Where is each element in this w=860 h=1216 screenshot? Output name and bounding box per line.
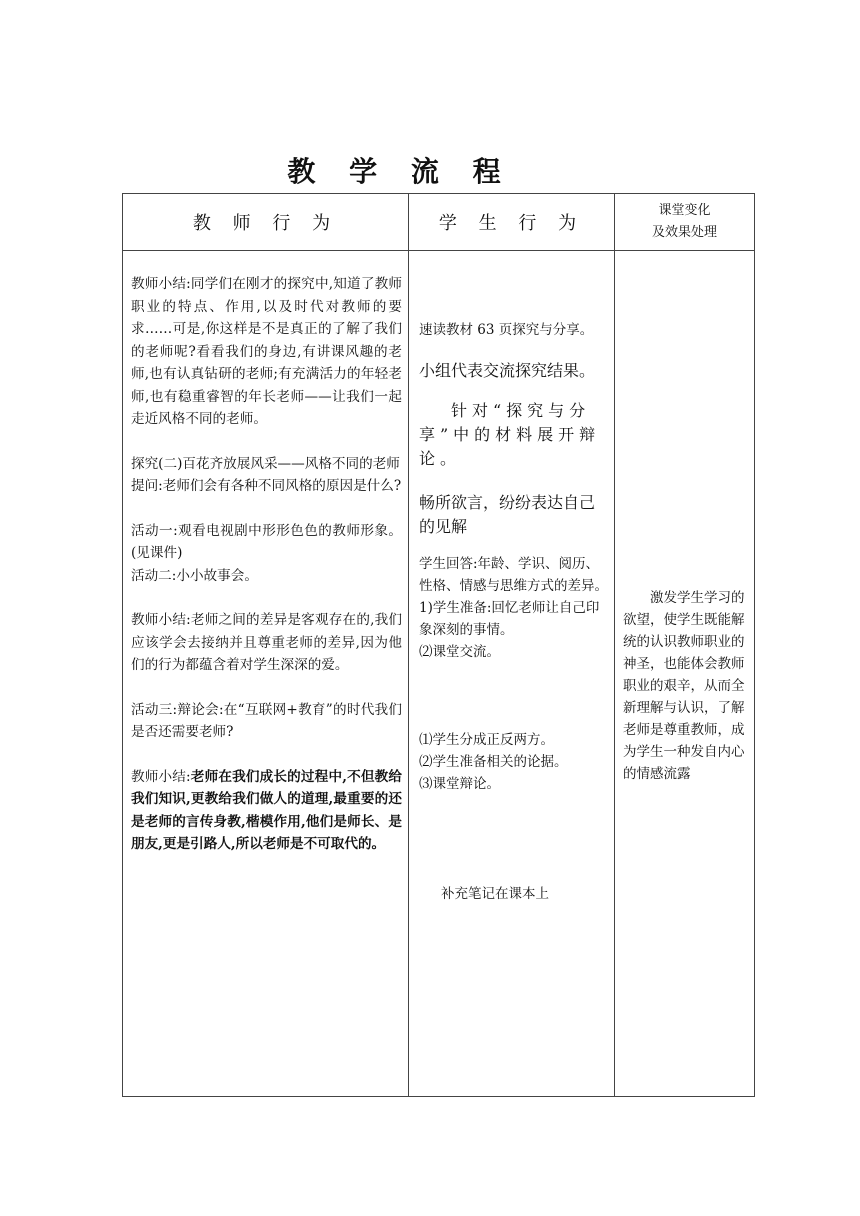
teacher-summary-3 [131,766,402,856]
header-teacher-actions: 教 师 行 为 [123,194,409,251]
table-header-row [123,194,755,251]
student-class-debate: ⑶课堂辩论。 [419,776,500,792]
teaching-flow-table [122,193,755,1097]
student-answer: 学生回答:年龄、学识、阅历、性格、情感与思维方式的差异。 [419,556,608,594]
student-read-textbook: 速读教材 63 页探究与分享。 [419,322,594,338]
activity-2: 活动二:小小故事会。 [131,567,258,584]
student-group-report: 小组代表交流探究结果。 [419,361,596,380]
header-effect-line2: 及效果处理 [651,225,717,240]
student-split-sides: ⑴学生分成正反两方。 [419,732,554,748]
student-prepare-evidence: ⑵学生准备相关的论据。 [419,754,568,770]
student-supplement-notes: 补充笔记在课本上 [441,886,549,902]
inquiry-2-heading: 探究(二)百花齐放展风采——风格不同的老师 [131,455,400,472]
teacher-actions-cell [123,251,409,1097]
student-prepare-memory: 1)学生准备:回忆老师让自己印象深刻的事情。 [419,600,600,638]
student-class-exchange: ⑵课堂交流。 [419,644,500,660]
table-body-row [123,251,755,1097]
page-title: 教 学 流 程 [287,155,513,188]
activity-3: 活动三:辩论会:在“互联网+教育”的时代我们是否还需要老师? [131,701,402,740]
activity-1: 活动一:观看电视剧中形形色色的教师形象。(见课件) [131,522,402,561]
summary-3-bold: 老师在我们成长的过程中,不但教给我们知识,更教给我们做人的道理,最重要的还是老师的言传身教,楷模作用,他们是师长、是朋友,更是引路人,所以老师是不可取代的。 [131,768,402,852]
student-actions-cell [409,251,615,1097]
question-text: 提问:老师们会有各种不同风格的原因是什么? [131,478,402,494]
effect-text: 激发学生学习的欲望，使学生既能解统的认识教师职业的神圣，也能体会教师职业的艰辛，从而全新理解与认识，了解老师是尊重教师，成为学生一种发自内心的情感流露 [623,590,745,782]
student-express-views: 畅所欲言，纷纷表达自己的见解 [419,493,596,536]
header-effect-line1: 课堂变化 [658,203,711,218]
header-student-actions: 学 生 行 为 [409,194,615,251]
header-class-effects [615,194,755,251]
summary-3-prefix: 教师小结: [131,768,191,785]
student-debate-materials: 针对“探究与分享”中的材料展开辩论。 [419,401,601,468]
teacher-summary-2: 教师小结:老师之间的差异是客观存在的,我们应该学会去接纳并且尊重老师的差异,因为他们的行为都蕴含着对学生深深的爱。 [131,612,402,673]
teacher-summary-1: 教师小结:同学们在刚才的探究中,知道了教师职业的特点、作用,以及时代对教师的要求……可是,你这样是不是真正的了解了我们的老师呢?看看我们的身边,有讲课风趣的老师,也有认真钻研的老师;有充满活力的年轻老师,也有稳重睿智的年长老师——让我们一起走近风格不同的老师。 [131,276,402,427]
class-effects-cell [615,251,755,1097]
